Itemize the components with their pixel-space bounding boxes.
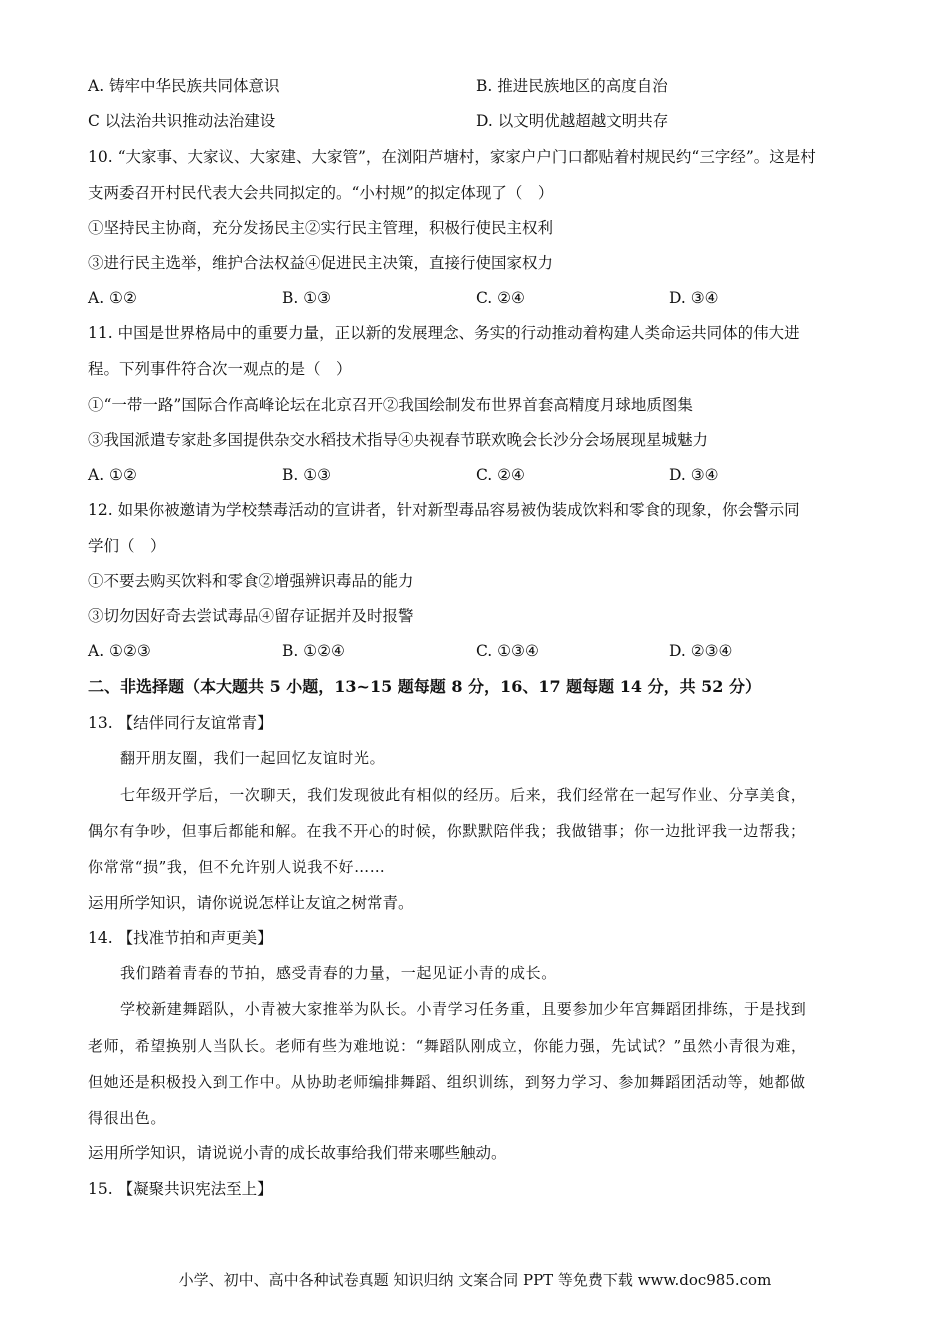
q12-option-c: C. ①③④ bbox=[476, 642, 539, 660]
q12-items-line2: ③切勿因好奇去尝试毒品④留存证据并及时报警 bbox=[88, 607, 414, 625]
q15-title: 15. 【凝聚共识宪法至上】 bbox=[88, 1180, 273, 1198]
q12-stem-line1: 12. 如果你被邀请为学校禁毒活动的宣讲者，针对新型毒品容易被伪装成饮料和零食的现象，你会警示同 bbox=[88, 501, 800, 519]
q10-option-a: A. ①② bbox=[88, 289, 137, 307]
q11-items-line1: ①“一带一路”国际合作高峰论坛在北京召开②我国绘制发布世界首套高精度月球地质图集 bbox=[88, 396, 693, 414]
q13-paragraph-2-line1: 七年级开学后，一次聊天，我们发现彼此有相似的经历。后来，我们经常在一起写作业、分享美食， bbox=[120, 786, 807, 804]
q10-option-b: B. ①③ bbox=[282, 289, 332, 307]
q12-items-line1: ①不要去购买饮料和零食②增强辨识毒品的能力 bbox=[88, 572, 414, 590]
page-footer: 小学、初中、高中各种试卷真题 知识归纳 文案合同 PPT 等免费下载 www.doc985.com bbox=[178, 1271, 772, 1289]
q10-option-c: C. ②④ bbox=[476, 289, 525, 307]
q11-option-a: A. ①② bbox=[88, 466, 137, 484]
section-heading: 二、非选择题（本大题共 5 小题，13~15 题每题 8 分，16、17 题每题 14 分，共 52 分） bbox=[88, 677, 761, 696]
q14-title: 14. 【找准节拍和声更美】 bbox=[88, 929, 273, 947]
q11-stem-line1: 11. 中国是世界格局中的重要力量，正以新的发展理念、务实的行动推动着构建人类命运共同体的伟大进 bbox=[88, 324, 800, 342]
q10-stem-line1: 10. “大家事、大家议、大家建、大家管”，在浏阳芦塘村，家家户户门口都贴着村规民约“三字经”。这是村 bbox=[88, 148, 816, 166]
q14-question: 运用所学知识，请说说小青的成长故事给我们带来哪些触动。 bbox=[88, 1144, 507, 1162]
q13-question: 运用所学知识，请你说说怎样让友谊之树常青。 bbox=[88, 894, 414, 912]
q11-option-b: B. ①③ bbox=[282, 466, 332, 484]
q10-stem-line2: 支两委召开村民代表大会共同拟定的。“小村规”的拟定体现了（ ） bbox=[88, 184, 554, 202]
q14-paragraph-1: 我们踏着青春的节拍，感受青春的力量，一起见证小青的成长。 bbox=[120, 964, 557, 982]
q13-paragraph-2-line2: 偶尔有争吵，但事后都能和解。在我不开心的时候，你默默陪伴我；我做错事；你一边批评我一边帮我； bbox=[88, 822, 806, 840]
q11-option-c: C. ②④ bbox=[476, 466, 525, 484]
q14-paragraph-2-line2: 老师，希望换别人当队长。老师有些为难地说：“舞蹈队刚成立，你能力强，先试试？”虽然小青很为难， bbox=[88, 1037, 807, 1055]
q12-option-b: B. ①②④ bbox=[282, 642, 345, 660]
q9-option-a: A. 铸牢中华民族共同体意识 bbox=[88, 77, 280, 95]
q10-items-line1: ①坚持民主协商，充分发扬民主②实行民主管理，积极行使民主权利 bbox=[88, 219, 554, 237]
q11-items-line2: ③我国派遣专家赴多国提供杂交水稻技术指导④央视春节联欢晚会长沙分会场展现星城魅力 bbox=[88, 431, 709, 449]
q14-paragraph-2-line4: 得很出色。 bbox=[88, 1109, 167, 1127]
q9-option-d: D. 以文明优越超越文明共存 bbox=[476, 112, 669, 130]
q13-title: 13. 【结伴同行友谊常青】 bbox=[88, 714, 273, 732]
q12-option-d: D. ②③④ bbox=[669, 642, 733, 660]
q10-option-d: D. ③④ bbox=[669, 289, 719, 307]
q12-option-a: A. ①②③ bbox=[88, 642, 151, 660]
q13-paragraph-1: 翻开朋友圈，我们一起回忆友谊时光。 bbox=[120, 749, 386, 767]
q9-option-c: C 以法治共识推动法治建设 bbox=[88, 112, 276, 130]
q14-paragraph-2-line3: 但她还是积极投入到工作中。从协助老师编排舞蹈、组织训练，到努力学习、参加舞蹈团活动等，她都做 bbox=[88, 1073, 806, 1091]
q9-option-b: B. 推进民族地区的高度自治 bbox=[476, 77, 668, 95]
q14-paragraph-2-line1: 学校新建舞蹈队，小青被大家推举为队长。小青学习任务重，且要参加少年宫舞蹈团排练，于是找到 bbox=[120, 1000, 807, 1018]
q12-stem-line2: 学们（ ） bbox=[88, 537, 166, 555]
q10-items-line2: ③进行民主选举，维护合法权益④促进民主决策，直接行使国家权力 bbox=[88, 254, 554, 272]
q13-paragraph-2-line3: 你常常“损”我，但不允许别人说我不好…… bbox=[88, 858, 386, 876]
q11-option-d: D. ③④ bbox=[669, 466, 719, 484]
q11-stem-line2: 程。下列事件符合次一观点的是（ ） bbox=[88, 360, 352, 378]
